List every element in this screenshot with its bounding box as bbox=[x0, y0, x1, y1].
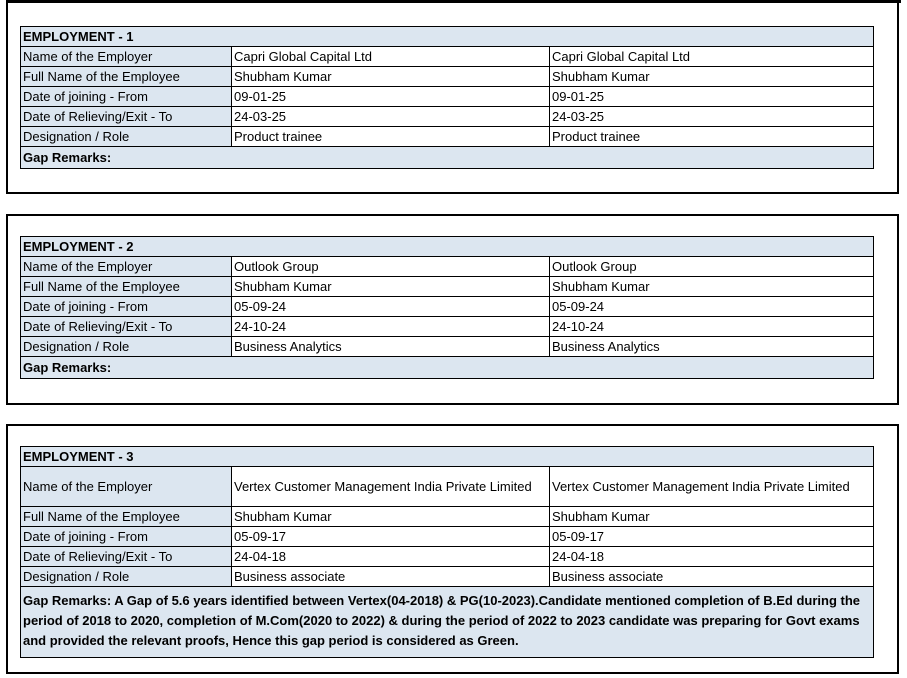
table-row bbox=[21, 127, 874, 147]
claimed-value: 24-03-25 bbox=[232, 107, 550, 127]
verified-value: Capri Global Capital Ltd bbox=[550, 47, 874, 67]
employment-title: EMPLOYMENT - 2 bbox=[21, 237, 874, 257]
verified-value: Vertex Customer Management India Private Limited bbox=[550, 467, 874, 507]
table-row bbox=[21, 507, 874, 527]
claimed-value: 24-04-18 bbox=[232, 547, 550, 567]
claimed-value: 05-09-17 bbox=[232, 527, 550, 547]
verified-value: Shubham Kumar bbox=[550, 277, 874, 297]
table-row bbox=[21, 257, 874, 277]
verified-value: 24-03-25 bbox=[550, 107, 874, 127]
table-row bbox=[21, 67, 874, 87]
table-row bbox=[21, 467, 874, 507]
claimed-value: Outlook Group bbox=[232, 257, 550, 277]
row-label: Date of Relieving/Exit - To bbox=[21, 317, 232, 337]
employment-title: EMPLOYMENT - 3 bbox=[21, 447, 874, 467]
verified-value: 09-01-25 bbox=[550, 87, 874, 107]
claimed-value: Business associate bbox=[232, 567, 550, 587]
table-row bbox=[21, 527, 874, 547]
verified-value: Outlook Group bbox=[550, 257, 874, 277]
claimed-value: Product trainee bbox=[232, 127, 550, 147]
claimed-value: Shubham Kumar bbox=[232, 507, 550, 527]
row-label: Full Name of the Employee bbox=[21, 67, 232, 87]
claimed-value: Capri Global Capital Ltd bbox=[232, 47, 550, 67]
verified-value: 05-09-17 bbox=[550, 527, 874, 547]
row-label: Designation / Role bbox=[21, 337, 232, 357]
row-label: Date of Relieving/Exit - To bbox=[21, 107, 232, 127]
claimed-value: 09-01-25 bbox=[232, 87, 550, 107]
table-row bbox=[21, 87, 874, 107]
employment-title: EMPLOYMENT - 1 bbox=[21, 27, 874, 47]
row-label: Date of joining - From bbox=[21, 87, 232, 107]
verified-value: 24-10-24 bbox=[550, 317, 874, 337]
row-label: Full Name of the Employee bbox=[21, 507, 232, 527]
verified-value: 05-09-24 bbox=[550, 297, 874, 317]
row-label: Designation / Role bbox=[21, 567, 232, 587]
row-label: Designation / Role bbox=[21, 127, 232, 147]
claimed-value: Shubham Kumar bbox=[232, 277, 550, 297]
employment-1-table bbox=[20, 26, 874, 169]
verified-value: Business associate bbox=[550, 567, 874, 587]
verified-value: Product trainee bbox=[550, 127, 874, 147]
claimed-value: Shubham Kumar bbox=[232, 67, 550, 87]
employment-2-table bbox=[20, 236, 874, 379]
employment-3-table bbox=[20, 446, 874, 658]
row-label: Date of joining - From bbox=[21, 297, 232, 317]
gap-remarks: Gap Remarks: bbox=[21, 147, 874, 169]
row-label: Full Name of the Employee bbox=[21, 277, 232, 297]
row-label: Name of the Employer bbox=[21, 47, 232, 67]
claimed-value: 24-10-24 bbox=[232, 317, 550, 337]
gap-remarks: Gap Remarks: bbox=[21, 357, 874, 379]
row-label: Date of Relieving/Exit - To bbox=[21, 547, 232, 567]
table-row bbox=[21, 107, 874, 127]
table-row bbox=[21, 277, 874, 297]
verified-value: Shubham Kumar bbox=[550, 507, 874, 527]
table-row bbox=[21, 297, 874, 317]
table-row bbox=[21, 547, 874, 567]
verified-value: Business Analytics bbox=[550, 337, 874, 357]
row-label: Date of joining - From bbox=[21, 527, 232, 547]
gap-remarks: Gap Remarks: A Gap of 5.6 years identified between Vertex(04-2018) & PG(10-2023).Candidate mentioned completion of B.Ed during the period of 2018 to 2020, completion of M.Com(2020 to 2022) & during the period of 2022 to 2023 candidate was preparing for Govt exams and provided the relevant proofs, Hence this gap period is considered as Green. bbox=[21, 587, 874, 658]
claimed-value: Business Analytics bbox=[232, 337, 550, 357]
verified-value: 24-04-18 bbox=[550, 547, 874, 567]
table-row bbox=[21, 337, 874, 357]
claimed-value: 05-09-24 bbox=[232, 297, 550, 317]
table-row bbox=[21, 567, 874, 587]
row-label: Name of the Employer bbox=[21, 257, 232, 277]
table-row bbox=[21, 47, 874, 67]
claimed-value: Vertex Customer Management India Private Limited bbox=[232, 467, 550, 507]
row-label: Name of the Employer bbox=[21, 467, 232, 507]
verified-value: Shubham Kumar bbox=[550, 67, 874, 87]
table-row bbox=[21, 317, 874, 337]
